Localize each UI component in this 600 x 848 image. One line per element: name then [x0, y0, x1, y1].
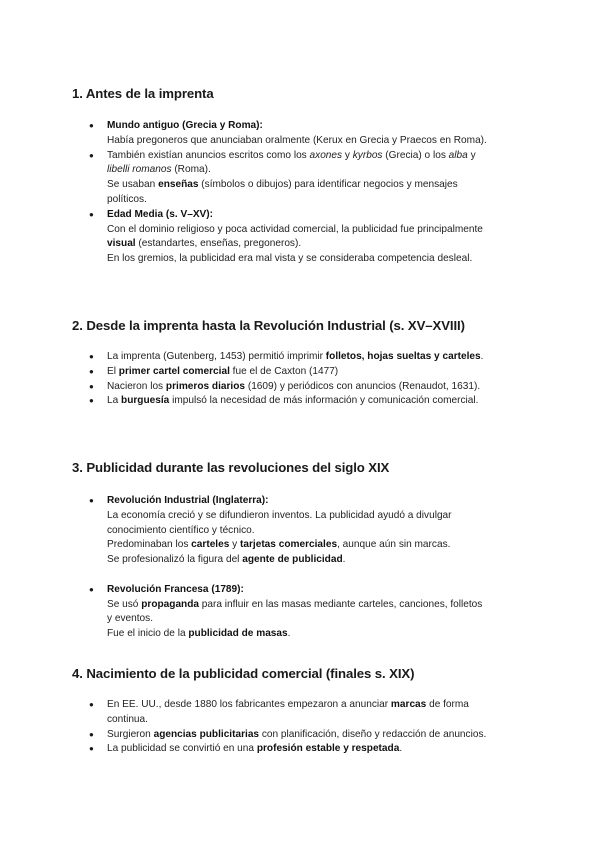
italic-text: libelli romanos	[107, 164, 172, 176]
text-line	[107, 134, 560, 149]
text-line	[107, 252, 560, 267]
section-heading: 1. Antes de la imprenta	[72, 86, 214, 101]
text-run: .	[287, 628, 291, 640]
bold-text: folletos, hojas sueltas y carteles	[325, 351, 481, 362]
text-line	[107, 149, 560, 164]
list-item	[72, 380, 560, 395]
text-run: (Grecia) o los	[382, 149, 449, 161]
bold-text: tarjetas comerciales	[240, 539, 338, 551]
text-line	[107, 524, 560, 539]
bullet-list	[72, 494, 560, 642]
list-item	[72, 494, 560, 568]
text-run: .	[399, 743, 403, 755]
text-run: Se usaban	[107, 179, 159, 191]
text-line	[107, 583, 560, 598]
text-run: En los gremios, la publicidad era mal vista y se consideraba competencia desleal.	[107, 253, 473, 265]
text-line	[107, 627, 560, 642]
text-line	[107, 509, 560, 524]
bold-text: profesión estable y respetada	[256, 743, 400, 755]
text-line	[107, 598, 560, 613]
bold-text: carteles	[191, 539, 230, 551]
section-heading: 3. Publicidad durante las revoluciones del siglo XIX	[72, 460, 390, 475]
text-run: , aunque aún sin marcas.	[337, 539, 451, 551]
section-heading: 2. Desde la imprenta hasta la Revolución Industrial (s. XV–XVIII)	[72, 318, 465, 333]
text-line	[107, 380, 560, 395]
text-line	[107, 698, 560, 713]
text-line	[107, 350, 560, 365]
text-run: (símbolos o dibujos) para identificar negocios y mensajes	[198, 179, 458, 191]
text-run: La	[107, 395, 122, 407]
text-run: La imprenta (Gutenberg, 1453) permitió imprimir	[107, 351, 326, 362]
bold-text: Edad Media (s. V–XV):	[107, 208, 214, 220]
text-run: Con el dominio religioso y poca actividad comercial, la publicidad fue principalmente	[107, 223, 483, 235]
bold-text: primer cartel comercial	[118, 365, 230, 377]
text-line	[107, 728, 560, 743]
list-item	[72, 208, 560, 267]
text-run: (estandartes, enseñas, pregoneros).	[135, 238, 302, 250]
bullet-list	[72, 350, 560, 409]
text-run: fue el de Caxton (1477)	[229, 365, 339, 377]
text-line	[107, 223, 560, 238]
text-run: y	[229, 539, 240, 551]
bold-text: Revolución Industrial (Inglaterra):	[107, 495, 269, 506]
text-line	[107, 208, 560, 223]
bold-text: agente de publicidad	[242, 554, 343, 566]
text-run: .	[480, 351, 484, 362]
text-run: (1609) y periódicos con anuncios (Renaudot, 1631).	[245, 380, 481, 392]
text-line	[107, 365, 560, 380]
text-line	[107, 538, 560, 553]
list-item	[72, 742, 560, 757]
text-line	[107, 119, 560, 134]
text-line	[107, 193, 560, 208]
section-3	[72, 460, 560, 642]
text-run: (Roma).	[171, 164, 211, 176]
text-line	[107, 713, 560, 728]
text-run: Nacieron los	[107, 380, 166, 392]
bold-text: publicidad de masas	[188, 628, 288, 640]
italic-text: alba	[448, 149, 468, 161]
list-item	[72, 149, 560, 208]
section-1	[72, 86, 560, 267]
text-run: Se usó	[107, 598, 142, 610]
text-line	[107, 494, 560, 509]
text-run: políticos.	[107, 193, 147, 205]
bold-text: agencias publicitarias	[153, 728, 260, 740]
bold-text: enseñas	[158, 179, 199, 191]
bold-text: Mundo antiguo (Grecia y Roma):	[107, 120, 263, 131]
italic-text: axones	[309, 149, 343, 161]
text-run: continua.	[107, 713, 148, 725]
bullet-list	[72, 119, 560, 267]
bullet-list	[72, 698, 560, 757]
list-item	[72, 728, 560, 743]
text-line	[107, 612, 560, 627]
bold-text: primeros diarios	[165, 380, 246, 392]
bold-text: propaganda	[141, 598, 199, 610]
text-run: para influir en las masas mediante carteles, canciones, folletos	[199, 598, 483, 610]
section-4	[72, 666, 560, 757]
text-line	[107, 394, 560, 409]
bold-text: burguesía	[121, 395, 170, 407]
section-2	[72, 318, 560, 409]
text-line	[107, 178, 560, 193]
list-item	[72, 394, 560, 409]
text-run: La publicidad se convirtió en una	[107, 743, 257, 755]
section-heading: 4. Nacimiento de la publicidad comercial (finales s. XIX)	[72, 666, 415, 681]
text-run: y	[467, 149, 476, 161]
bold-text: marcas	[390, 699, 427, 710]
list-item	[72, 119, 560, 149]
list-item	[72, 365, 560, 380]
text-line	[107, 742, 560, 757]
text-run: Predominaban los	[107, 539, 192, 551]
text-run: conocimiento científico y técnico.	[107, 524, 255, 536]
text-run: Había pregoneros que anunciaban oralmente (Kerux en Grecia y Praecos en Roma).	[107, 134, 487, 146]
text-run: de forma	[426, 699, 469, 710]
list-item	[72, 583, 560, 642]
text-run: El	[107, 365, 119, 377]
list-item	[72, 698, 560, 728]
text-run: Se profesionalizó la figura del	[107, 554, 243, 566]
text-run: con planificación, diseño y redacción de anuncios.	[259, 728, 487, 740]
list-item	[72, 350, 560, 365]
text-run: .	[342, 554, 346, 566]
bold-text: Revolución Francesa (1789):	[107, 583, 244, 595]
text-run: La economía creció y se difundieron inventos. La publicidad ayudó a divulgar	[107, 509, 452, 521]
text-line	[107, 553, 560, 568]
text-run: y	[342, 149, 353, 161]
italic-text: kyrbos	[352, 149, 383, 161]
text-line	[107, 163, 560, 178]
bold-text: visual	[107, 238, 136, 250]
text-run: y eventos.	[107, 613, 154, 625]
text-run: impulsó la necesidad de más información y comunicación comercial.	[169, 395, 479, 407]
text-run: Surgieron	[107, 728, 154, 740]
text-run: También existían anuncios escritos como los	[107, 149, 310, 161]
text-run: En EE. UU., desde 1880 los fabricantes empezaron a anunciar	[107, 699, 391, 710]
text-line	[107, 237, 560, 252]
text-run: Fue el inicio de la	[107, 628, 189, 640]
